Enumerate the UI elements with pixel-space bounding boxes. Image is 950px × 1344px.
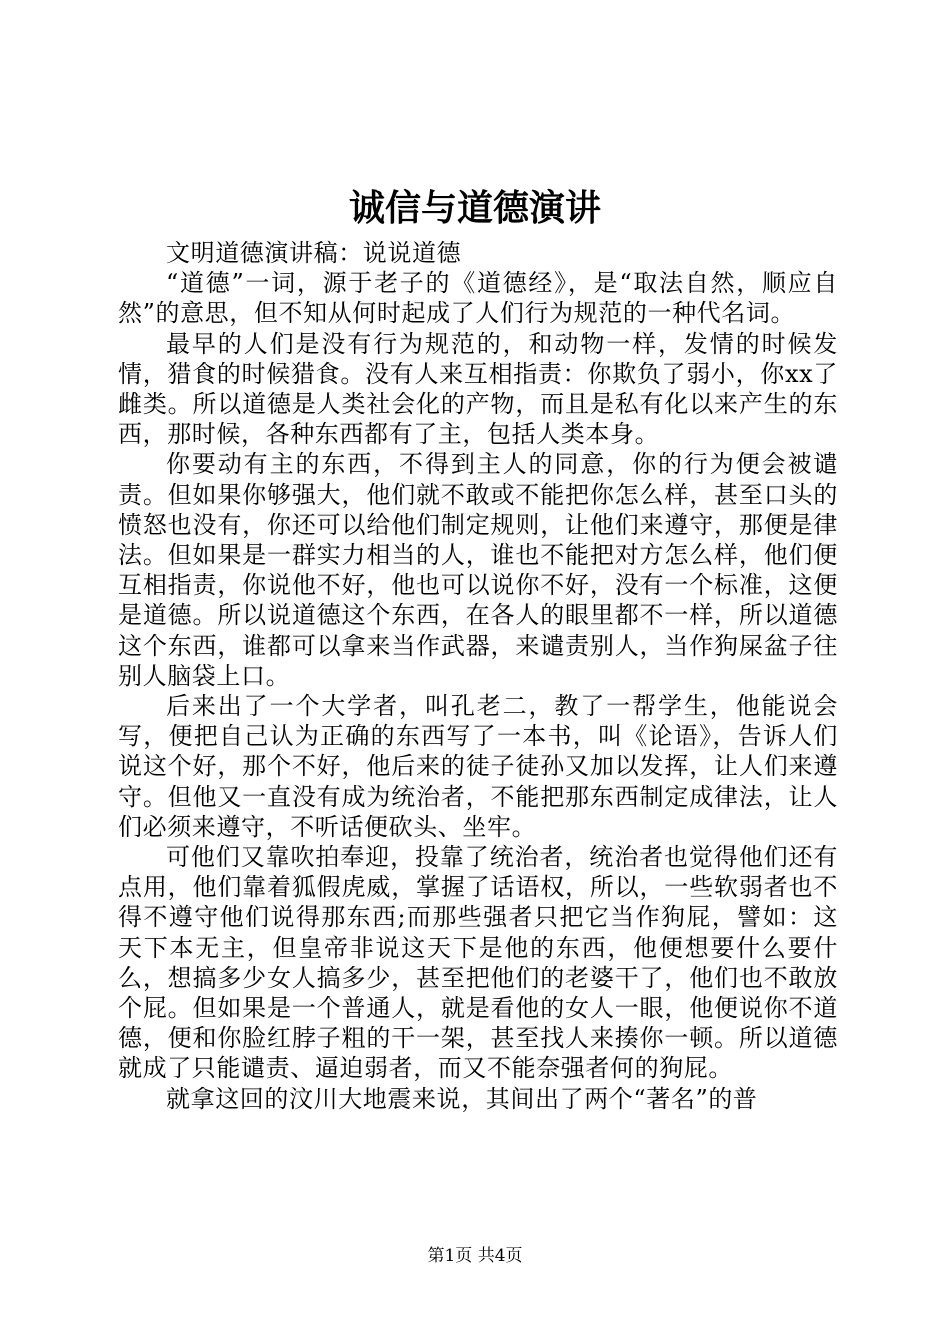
- paragraph: “道德”一词，源于老子的《道德经》，是“取法自然，顺应自然”的意思，但不知从何时起成了人们行为规范的一种代名词。: [118, 269, 838, 328]
- paragraph: 你要动有主的东西，不得到主人的同意，你的行为便会被谴责。但如果你够强大，他们就不敢或不能把你怎么样，甚至口头的愤怒也没有，你还可以给他们制定规则，让他们来遵守，那便是律法。但如果是一群实力相当的人，谁也不能把对方怎么样，他们便互相指责，你说他不好，他也可以说你不好，没有一个标准，这便是道德。所以说道德这个东西，在各人的眼里都不一样，所以道德这个东西，谁都可以拿来当作武器，来谴责别人，当作狗屎盆子往别人脑袋上口。: [118, 450, 838, 690]
- page-footer: 第1页 共4页: [427, 1246, 523, 1266]
- paragraph: 就拿这回的汶川大地震来说，其间出了两个“著名”的普: [166, 1084, 758, 1113]
- paragraph: 最早的人们是没有行为规范的，和动物一样，发情的时候发情，猎食的时候猎食。没有人来互相指责：你欺负了弱小，你xx了雌类。所以道德是人类社会化的产物，而且是私有化以来产生的东西，那时候，各种东西都有了主，包括人类本身。: [118, 329, 838, 449]
- paragraph: 可他们又靠吹拍奉迎，投靠了统治者，统治者也觉得他们还有点用，他们靠着狐假虎威，掌握了话语权，所以，一些软弱者也不得不遵守他们说得那东西;而那些强者只把它当作狗屁，譬如：这天下本无主，但皇帝非说这天下是他的东西，他便想要什么要什么，想搞多少女人搞多少，甚至把他们的老婆干了，他们也不敢放个屁。但如果是一个普通人，就是看他的女人一眼，他便说你不道德，便和你脸红脖子粗的干一架，甚至找人来揍你一顿。所以道德就成了只能谴责、逼迫弱者，而又不能奈强者何的狗屁。: [118, 843, 838, 1083]
- paragraph: 后来出了一个大学者，叫孔老二，教了一帮学生，他能说会写，便把自己认为正确的东西写了一本书，叫《论语》，告诉人们说这个好，那个不好，他后来的徒子徒孙又加以发挥，让人们来遵守。但他又一直没有成为统治者，不能把那东西制定成律法，让人们必须来遵守，不听话便砍头、坐牢。: [118, 692, 838, 841]
- paragraph: 文明道德演讲稿：说说道德: [166, 239, 462, 267]
- document-title: 诚信与道德演讲: [348, 187, 601, 229]
- document-body: [118, 238, 838, 1114]
